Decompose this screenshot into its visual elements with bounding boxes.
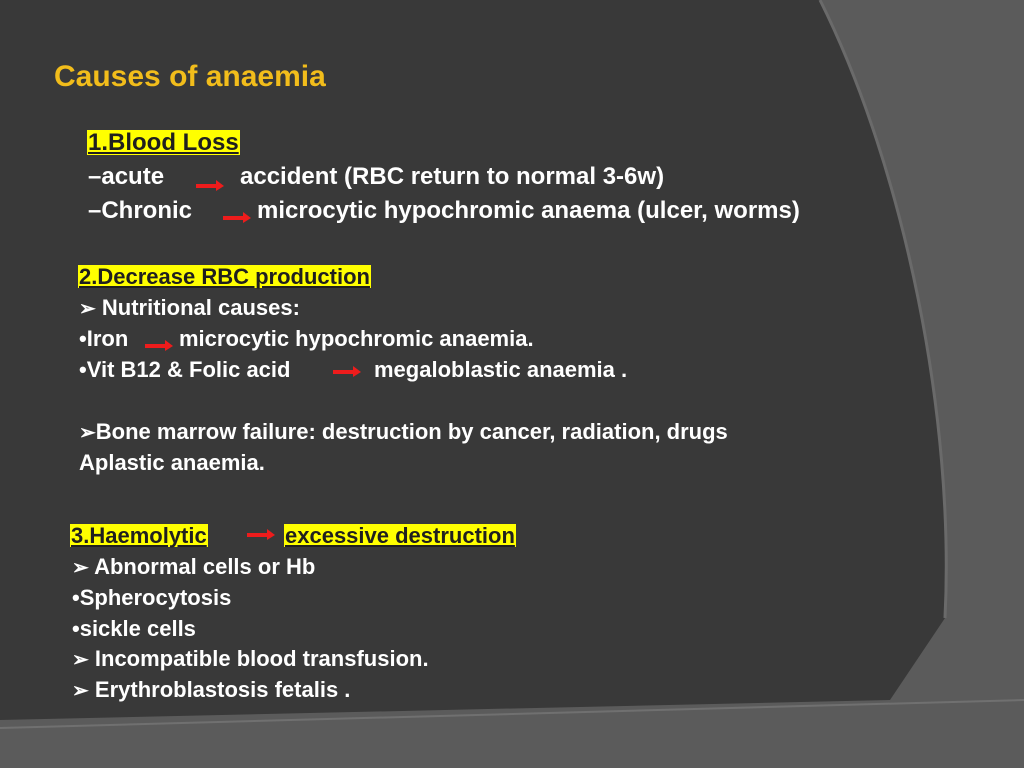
section-heading-decrease-rbc: 2.Decrease RBC production xyxy=(79,264,370,289)
slide-title: Causes of anaemia xyxy=(54,60,326,93)
iron-result: microcytic hypochromic anaemia. xyxy=(179,326,534,351)
incompatible-transfusion: ➢ Incompatible blood transfusion. xyxy=(72,646,429,671)
arrowhead-bullet-icon: ➢ xyxy=(72,680,89,702)
sickle-cells: •sickle cells xyxy=(72,616,196,641)
abnormal-cells: ➢ Abnormal cells or Hb xyxy=(72,554,316,579)
aplastic-anaemia: Aplastic anaemia. xyxy=(79,450,265,475)
arrowhead-bullet-icon: ➢ xyxy=(72,649,89,671)
right-arrow-icon xyxy=(246,527,276,541)
erythroblastosis-fetalis: ➢ Erythroblastosis fetalis . xyxy=(72,677,351,702)
section-heading-blood-loss: 1.Blood Loss xyxy=(88,129,239,156)
right-arrow-icon xyxy=(332,364,362,378)
right-arrow-icon xyxy=(195,178,225,192)
iron-label: •Iron xyxy=(79,326,129,351)
nutritional-causes: ➢ Nutritional causes: xyxy=(79,295,300,320)
chronic-label: –Chronic xyxy=(88,197,193,224)
chronic-result: microcytic hypochromic anaema (ulcer, worms) xyxy=(257,197,800,224)
b12-label: •Vit B12 & Folic acid xyxy=(79,357,291,382)
arrowhead-bullet-icon: ➢ xyxy=(79,298,96,320)
acute-result: accident (RBC return to normal 3-6w) xyxy=(240,163,665,190)
acute-label: –acute xyxy=(88,163,165,190)
section-heading-excessive-destruction: excessive destruction xyxy=(285,523,515,548)
section-heading-haemolytic: 3.Haemolytic xyxy=(71,523,207,548)
right-arrow-icon xyxy=(144,338,174,352)
arrowhead-bullet-icon: ➢ xyxy=(79,422,96,444)
arrowhead-bullet-icon: ➢ xyxy=(72,557,89,579)
b12-result: megaloblastic anaemia . xyxy=(374,357,628,382)
spherocytosis: •Spherocytosis xyxy=(72,585,232,610)
bone-marrow-failure: ➢Bone marrow failure: destruction by cancer, radiation, drugs xyxy=(79,419,728,444)
right-arrow-icon xyxy=(222,210,252,224)
